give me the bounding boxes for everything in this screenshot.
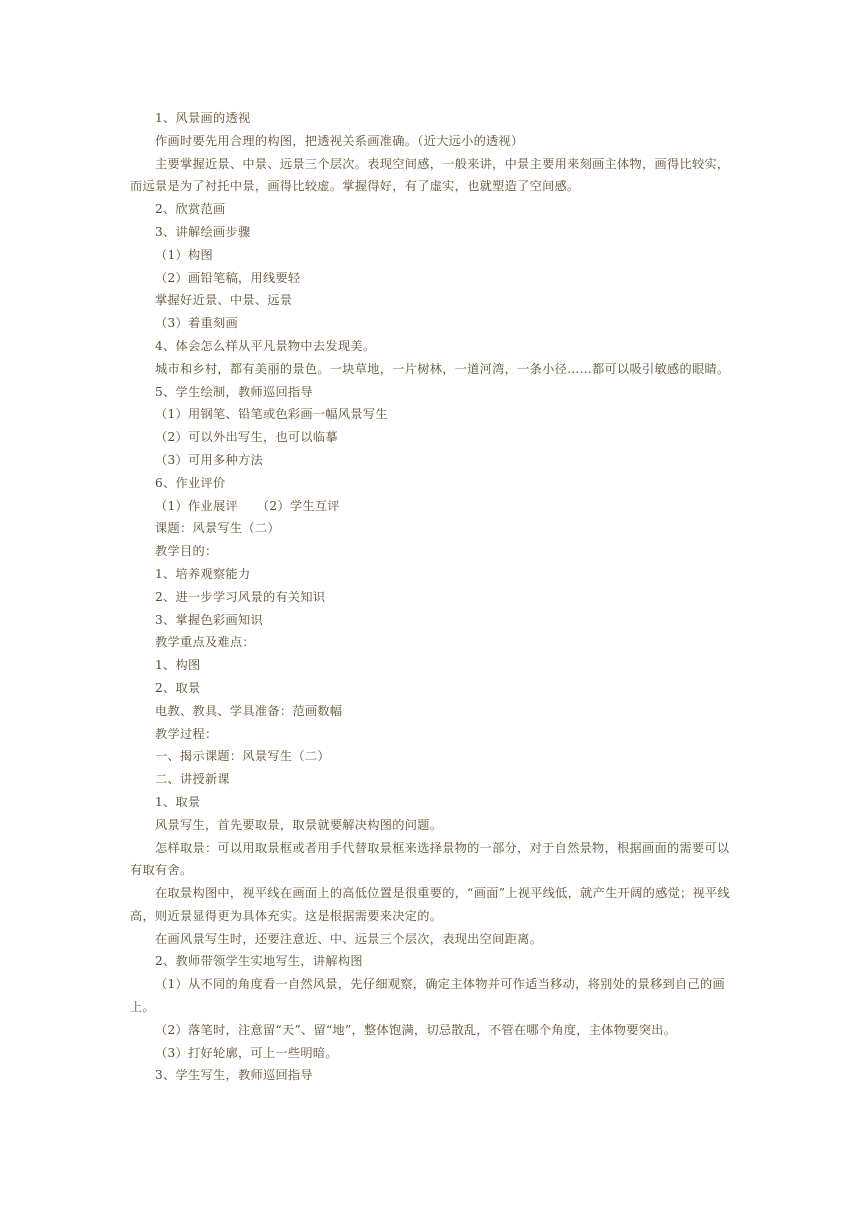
paragraph: （2）画铅笔稿，用线要轻 xyxy=(155,270,301,285)
paragraph: （1）作业展评 （2）学生互评 xyxy=(155,498,340,513)
paragraph: 电教、教具、学具准备：范画数幅 xyxy=(155,703,343,718)
paragraph: 2、教师带领学生实地写生，讲解构图 xyxy=(155,954,363,969)
paragraph: （1）构图 xyxy=(155,247,214,262)
paragraph: （1）从不同的角度看一自然风景，先仔细观察，确定主体物并可作适当移动，将别处的景移到自己的画上。 xyxy=(130,977,725,1015)
paragraph: （3）可用多种方法 xyxy=(155,452,263,467)
paragraph: 在画风景写生时，还要注意近、中、远景三个层次，表现出空间距离。 xyxy=(155,931,543,946)
paragraph: 主要掌握近景、中景、远景三个层次。表现空间感，一般来讲，中景主要用来刻画主体物，画得比较实，而远景是为了衬托中景，画得比较虚。掌握得好，有了虚实，也就塑造了空间感。 xyxy=(130,156,730,194)
paragraph: 一、揭示课题：风景写生（二） xyxy=(155,749,330,764)
paragraph: 6、作业评价 xyxy=(155,475,226,490)
paragraph: 掌握好近景、中景、远景 xyxy=(155,293,293,308)
paragraph: （2）可以外出写生，也可以临摹 xyxy=(155,430,338,445)
paragraph: 3、学生写生，教师巡回指导 xyxy=(155,1068,313,1083)
paragraph: 教学目的： xyxy=(155,544,218,559)
paragraph: 3、讲解绘画步骤 xyxy=(155,224,251,239)
paragraph: 教学过程： xyxy=(155,726,218,741)
document-page xyxy=(130,107,730,1087)
paragraph: （2）落笔时，注意留“天”、留“地”，整体饱满，切忌散乱，不管在哪个角度，主体物要突出。 xyxy=(155,1022,677,1037)
paragraph: 5、学生绘制，教师巡回指导 xyxy=(155,384,313,399)
paragraph: 1、构图 xyxy=(155,658,201,673)
paragraph: 怎样取景：可以用取景框或者用手代替取景框来选择景物的一部分，对于自然景物，根据画面的需要可以有取有舍。 xyxy=(130,840,730,878)
paragraph: 2、取景 xyxy=(155,680,201,695)
paragraph: 教学重点及难点： xyxy=(155,635,255,650)
paragraph: 1、风景画的透视 xyxy=(155,111,251,125)
paragraph: 2、欣赏范画 xyxy=(155,202,226,217)
paragraph: （1）用钢笔、铅笔或色彩画一幅风景写生 xyxy=(155,407,388,422)
paragraph: 3、掌握色彩画知识 xyxy=(155,612,263,627)
paragraph: 在取景构图中，视平线在画面上的高低位置是很重要的，“画面”上视平线低，就产生开阔的感觉；视平线高，则近景显得更为具体充实。这是根据需要来决定的。 xyxy=(130,886,730,923)
paragraph: 作画时要先用合理的构图，把透视关系画准确。（近大远小的透视） xyxy=(155,133,524,148)
paragraph: 2、进一步学习风景的有关知识 xyxy=(155,589,326,604)
paragraph: 课题：风景写生（二） xyxy=(155,521,280,536)
paragraph: 1、培养观察能力 xyxy=(155,566,251,581)
paragraph: （3）着重刻画 xyxy=(155,316,238,331)
paragraph: 风景写生，首先要取景，取景就要解决构图的问题。 xyxy=(155,817,443,832)
paragraph: 城市和乡村，都有美丽的景色。一块草地，一片树林，一道河湾，一条小径……都可以吸引敏感的眼睛。 xyxy=(155,361,730,376)
paragraph: （3）打好轮廓，可上一些明暗。 xyxy=(155,1045,338,1060)
paragraph: 二、讲授新课 xyxy=(155,772,230,787)
paragraph: 4、体会怎么样从平凡景物中去发现美。 xyxy=(155,338,376,353)
paragraph: 1、取景 xyxy=(155,794,201,809)
